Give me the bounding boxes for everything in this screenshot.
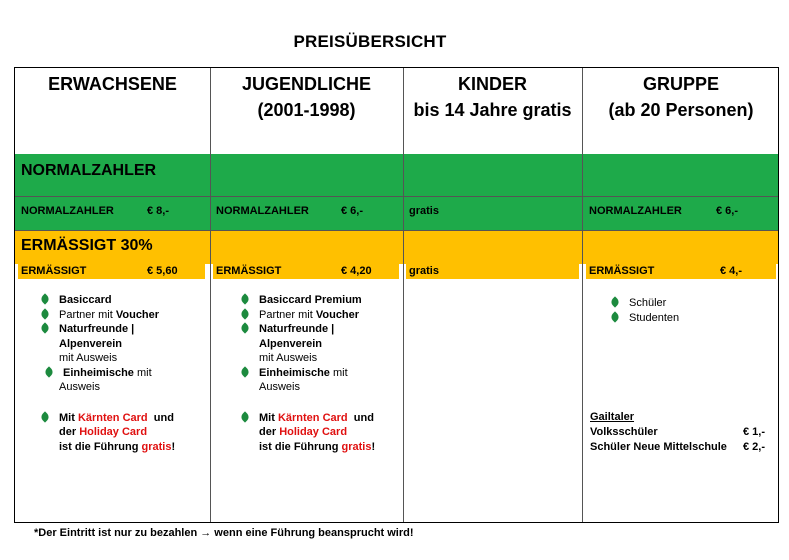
list-item: Einheimische mit	[237, 366, 402, 381]
list-item: Partner mit Voucher	[37, 308, 207, 323]
column-divider	[582, 68, 583, 522]
list-item: Partner mit Voucher	[237, 308, 402, 323]
normal-group-price: € 6,-	[716, 205, 739, 217]
list-item: Einheimische mit	[37, 366, 207, 381]
list-item-continued: Ausweis	[59, 381, 100, 393]
group-discount-list	[607, 296, 777, 325]
list-item-continued: der Holiday Card	[59, 426, 148, 438]
normal-adults-label: NORMALZAHLER	[21, 205, 114, 217]
leaf-bullet-icon	[39, 293, 50, 304]
list-item: Naturfreunde |	[37, 322, 207, 337]
header-children	[403, 71, 582, 151]
list-item: Mit Kärnten Card und	[237, 411, 402, 426]
leaf-bullet-icon	[609, 296, 620, 307]
list-item-continued: Alpenverein	[259, 337, 322, 350]
leaf-bullet-icon	[239, 322, 250, 333]
list-item: Mit Kärnten Card und	[37, 411, 207, 426]
reduced-band	[15, 230, 778, 264]
column-divider	[210, 68, 211, 522]
normal-group-label: NORMALZAHLER	[589, 205, 682, 217]
leaf-bullet-icon	[39, 308, 50, 319]
header-group-line1: GRUPPE	[642, 74, 720, 94]
price-table	[14, 67, 779, 523]
list-item-continued: ist die Führung gratis!	[59, 440, 176, 453]
reduced-group-price: € 4,-	[720, 265, 743, 277]
list-item-continued: der Holiday Card	[259, 426, 348, 438]
list-item: Schüler	[607, 296, 777, 311]
leaf-bullet-icon	[43, 366, 54, 377]
list-item-continued: mit Ausweis	[59, 352, 118, 364]
normal-adults-price: € 8,-	[147, 205, 170, 217]
normal-youth-label: NORMALZAHLER	[216, 205, 309, 217]
header-group-line2: (ab 20 Personen)	[608, 100, 754, 120]
youth-discount-list	[237, 293, 402, 454]
list-item: Basiccard	[37, 293, 207, 308]
leaf-bullet-icon	[239, 411, 250, 422]
reduced-adults-price: € 5,60	[147, 265, 178, 277]
list-item-continued: ist die Führung gratis!	[259, 440, 376, 453]
list-item: Naturfreunde |	[237, 322, 402, 337]
leaf-bullet-icon	[239, 366, 250, 377]
header-youth-line2: (2001-1998)	[257, 100, 356, 120]
normal-band-label: NORMALZAHLER	[21, 162, 157, 179]
volksschueler-row: Volksschüler € 1,-	[590, 426, 765, 438]
normal-row	[15, 196, 778, 230]
reduced-youth-price: € 4,20	[341, 265, 372, 277]
leaf-bullet-icon	[239, 293, 250, 304]
footer-note: *Der Eintritt ist nur zu bezahlen → wenn eine Führung beansprucht wird!	[34, 527, 414, 539]
reduced-band-label: ERMÄSSIGT 30%	[21, 237, 153, 254]
list-item-continued: mit Ausweis	[259, 352, 318, 364]
leaf-bullet-icon	[39, 411, 50, 422]
reduced-youth-label: ERMÄSSIGT	[216, 265, 282, 277]
adults-discount-list	[37, 293, 207, 454]
column-divider	[403, 68, 404, 522]
leaf-bullet-icon	[239, 308, 250, 319]
list-item: Studenten	[607, 311, 777, 326]
normal-band	[15, 154, 778, 196]
header-youth-line1: JUGENDLICHE	[241, 74, 371, 94]
normal-children-label: gratis	[409, 205, 439, 217]
list-item-continued: Ausweis	[259, 381, 300, 393]
header-youth	[210, 71, 403, 151]
leaf-bullet-icon	[39, 322, 50, 333]
normal-youth-price: € 6,-	[341, 205, 364, 217]
header-group	[582, 71, 780, 151]
nms-row: Schüler Neue Mittelschule € 2,-	[590, 441, 765, 453]
page-title: PREISÜBERSICHT	[293, 32, 447, 51]
reduced-adults-label: ERMÄSSIGT	[21, 265, 87, 277]
list-item: Basiccard Premium	[237, 293, 402, 308]
list-item-continued: Alpenverein	[59, 337, 122, 350]
header-adults-line1: ERWACHSENE	[48, 74, 177, 94]
gailtaler-heading: Gailtaler	[590, 411, 635, 423]
reduced-children-label: gratis	[409, 265, 439, 277]
header-adults	[15, 71, 210, 151]
group-gailtaler-block	[590, 410, 775, 455]
header-children-line1: KINDER	[457, 74, 527, 94]
leaf-bullet-icon	[609, 311, 620, 322]
header-children-line2: bis 14 Jahre gratis	[413, 100, 572, 120]
reduced-group-label: ERMÄSSIGT	[589, 265, 655, 277]
